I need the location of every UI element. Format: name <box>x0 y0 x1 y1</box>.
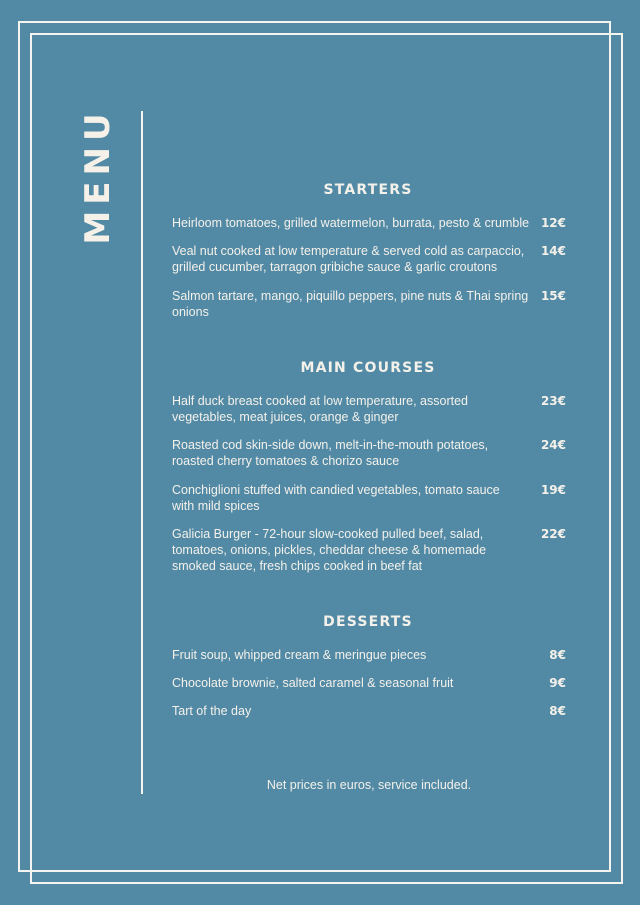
menu-item-description <box>172 215 532 231</box>
description-line: roasted cherry tomatoes & chorizo sauce <box>172 454 400 468</box>
description-line: smoked sauce, fresh chips cooked in beef fat <box>172 559 423 573</box>
footer-note: Net prices in euros, service included. <box>266 778 472 792</box>
description-line: tomatoes, onions, pickles, cheddar cheese & homemade <box>172 543 487 557</box>
menu-item-price: 8€ <box>549 648 566 662</box>
description-line: Galicia Burger - 72-hour slow-cooked pulled beef, salad, <box>172 527 484 541</box>
menu-item-price: 22€ <box>540 527 566 541</box>
menu-item <box>172 675 566 691</box>
menu-item-description <box>172 243 532 275</box>
menu-item-description <box>172 526 532 574</box>
vertical-divider <box>141 111 143 794</box>
description-line: Half duck breast cooked at low temperature, assorted <box>172 394 468 408</box>
section-heading: STARTERS <box>323 182 413 198</box>
description-line: Roasted cod skin-side down, melt-in-the-mouth potatoes, <box>172 438 489 452</box>
menu-item-description <box>172 647 532 663</box>
description-line: Tart of the day <box>172 704 252 718</box>
menu-item-price: 14€ <box>540 244 566 258</box>
menu-item <box>172 215 566 231</box>
menu-item <box>172 393 566 425</box>
description-line: with mild spices <box>172 499 260 513</box>
menu-item <box>172 647 566 663</box>
description-line: vegetables, meat juices, orange & ginger <box>172 410 399 424</box>
menu-item-price: 23€ <box>540 394 566 408</box>
menu-item-price: 15€ <box>540 289 566 303</box>
menu-item-price: 12€ <box>540 216 566 230</box>
menu-item-price: 9€ <box>549 676 566 690</box>
description-line: Salmon tartare, mango, piquillo peppers, pine nuts & Thai spring <box>172 289 529 303</box>
menu-item <box>172 288 566 320</box>
menu-item-description <box>172 703 532 719</box>
menu-item <box>172 482 566 514</box>
menu-title: MENU <box>78 107 118 245</box>
description-line: onions <box>172 305 209 319</box>
menu-item-description <box>172 288 532 320</box>
menu-item <box>172 526 566 574</box>
section-heading: MAIN COURSES <box>300 360 436 376</box>
description-line: grilled cucumber, tarragon gribiche sauce & garlic croutons <box>172 260 498 274</box>
section-heading: DESSERTS <box>323 614 413 630</box>
menu-item <box>172 437 566 469</box>
menu-item-description <box>172 393 532 425</box>
description-line: Veal nut cooked at low temperature & served cold as carpaccio, <box>172 244 525 258</box>
menu-item-price: 24€ <box>540 438 566 452</box>
menu-item-description <box>172 437 532 469</box>
menu-item <box>172 703 566 719</box>
description-line: Conchiglioni stuffed with candied vegetables, tomato sauce <box>172 483 500 497</box>
menu-item-description <box>172 675 532 691</box>
description-line: Fruit soup, whipped cream & meringue pieces <box>172 648 427 662</box>
menu-item-price: 19€ <box>540 483 566 497</box>
menu-item <box>172 243 566 275</box>
menu-item-description <box>172 482 532 514</box>
description-line: Heirloom tomatoes, grilled watermelon, burrata, pesto & crumble <box>172 216 530 230</box>
description-line: Chocolate brownie, salted caramel & seasonal fruit <box>172 676 454 690</box>
menu-item-price: 8€ <box>549 704 566 718</box>
